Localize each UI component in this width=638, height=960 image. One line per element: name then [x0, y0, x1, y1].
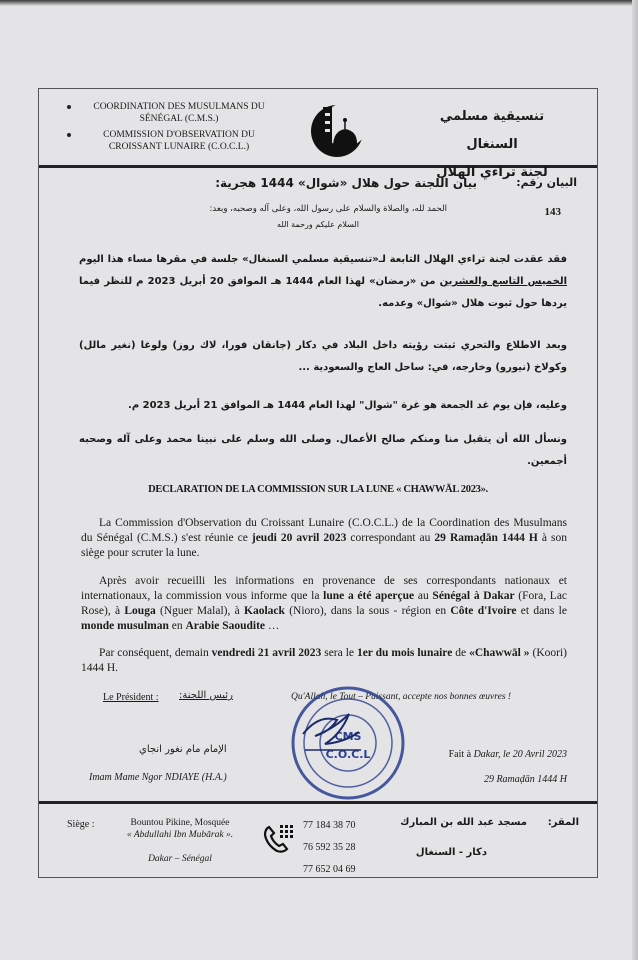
letterhead-french: [79, 101, 279, 157]
crescent-mosque-logo-icon: [307, 99, 367, 159]
bullet-icon: [67, 133, 71, 137]
siege-label: Siège :: [67, 819, 95, 830]
hijri-date: 29 Ramaḍān 1444 H: [483, 774, 567, 785]
closing-prayer: Qu'Allah, le Tout – Puissant, accepte nos bonnes œuvres !: [291, 692, 512, 702]
bullet-icon: [67, 105, 71, 109]
official-stamp-icon: [289, 684, 407, 802]
arabic-title: بيان اللجنة حول هلال «شوال» 1444 هجرية:: [215, 176, 477, 190]
statement-number-label: البيان رقم:: [516, 176, 577, 189]
place-date: Fait à Dakar, le 20 Avril 2023: [448, 749, 567, 760]
footer: [39, 807, 597, 877]
arabic-salam: السلام عليكم ورحمة الله: [277, 220, 359, 229]
phone-number: 77 652 04 69: [303, 864, 356, 875]
phone-number: 77 184 38 70: [303, 820, 356, 831]
phone-number: 76 592 35 28: [303, 842, 356, 853]
phone-icon: [261, 821, 295, 855]
org-name-cocl: COMMISSION D'OBSERVATION DU CROISSANT LUNAIRE (C.O.C.L.): [79, 129, 279, 153]
phone-numbers: [303, 815, 356, 881]
photo-right-edge: [632, 0, 638, 960]
arabic-title-row: [39, 176, 597, 229]
french-paragraph-1: La Commission d'Observation du Croissant Lunaire (C.O.C.L.) de la Coordination des Musulmans du Sénégal (C.M.S.) s'est réunie ce jeudi 20 avril 2023 correspondant au 29 Ramaḍān 1444 H à son siège pour scruter la lune.: [81, 517, 567, 559]
org-name-cms: COORDINATION DES MUSULMANS DU SÉNÉGAL (C.M.S.): [79, 101, 279, 125]
footer-divider: [39, 801, 597, 804]
stamp-cocl-text: C.O.C.L: [325, 748, 371, 761]
imam-name-arabic: الإمام مام نغور انجاي: [139, 744, 227, 755]
siege-label-arabic: المقر:: [547, 817, 579, 828]
arabic-paragraph-1: فقد عقدت لجنة تراءي الهلال التابعة لـ«تنسيقية مسلمي السنغال» جلسة في مقرها مساء هذا اليوم الخميس التاسع والعشرين من «رمضان» لهذا العام 1444 هـ الموافق 20 أبريل 2023 م للنظر فيما يردها حول ثبوت هلال «شوال» وعدمه.: [79, 254, 567, 309]
address-arabic-line2: دكار - السنغال: [415, 847, 487, 858]
arabic-intro: الحمد لله، والصلاة والسلام على رسول الله، وعلى آله وصحبه، وبعد:: [209, 204, 447, 214]
arabic-paragraph-2: وبعد الاطلاع والتحري ثبتت رؤيته داخل البلاد في دكار (جانقان فورا، لاك روز) ولوغا (نغير مالل) وكولاخ (نيورو) وخارجه، في: ساحل العاج والسعودية ...: [79, 340, 567, 373]
statement-number: 143: [544, 206, 561, 218]
address: Bountou Pikine, Mosquée « Abdullahi Ibn Mubārak ». Dakar – Sénégal: [126, 818, 234, 864]
document-page: [38, 88, 598, 878]
letterhead-arabic: [417, 103, 567, 187]
french-heading: DECLARATION DE LA COMMISSION SUR LA LUNE « CHAWWĀL 2023».: [148, 484, 488, 495]
president-label-arabic: رئيس اللجنة:: [179, 690, 233, 701]
imam-name: Imam Mame Ngor NDIAYE (H.A.): [89, 772, 227, 783]
arabic-paragraph-4: ونسأل الله أن يتقبل منا ومنكم صالح الأعمال. وصلى الله وسلم على نبينا محمد وعلى آله وصحبه أجمعين.: [79, 434, 567, 467]
org-name-arabic: تنسيقية مسلمي السنغال: [439, 109, 545, 152]
address-arabic-line1: مسجد عبد الله بن المبارك: [400, 817, 527, 828]
french-paragraph-3: Par conséquent, demain vendredi 21 avril 2023 sera le 1er du mois lunaire de «Chawwāl » (Koori) 1444 H.: [81, 647, 567, 674]
president-label: Le Président :: [103, 692, 159, 703]
french-paragraph-2: Après avoir recueilli les informations en provenance de ses correspondants nationaux et internationaux, la commission vous informe que la lune a été aperçue au Sénégal à Dakar (Fora, Lac Rose), à Louga (Nguer Malal), à Kaolack (Nioro), dans la sous - région en Côte d'Ivoire et dans le monde musulman en Arabie Saoudite …: [81, 575, 568, 632]
commission-name-arabic: لجنة تراءي الهلال: [436, 165, 548, 180]
stamp-cms-text: CMS: [334, 730, 362, 743]
photo-top-shadow: [0, 0, 638, 6]
letterhead: [39, 89, 597, 180]
arabic-paragraph-3: وعليه، فإن يوم غد الجمعة هو غرة "شوال" لهذا العام 1444 هـ الموافق 21 أبريل 2023 م.: [128, 400, 567, 411]
